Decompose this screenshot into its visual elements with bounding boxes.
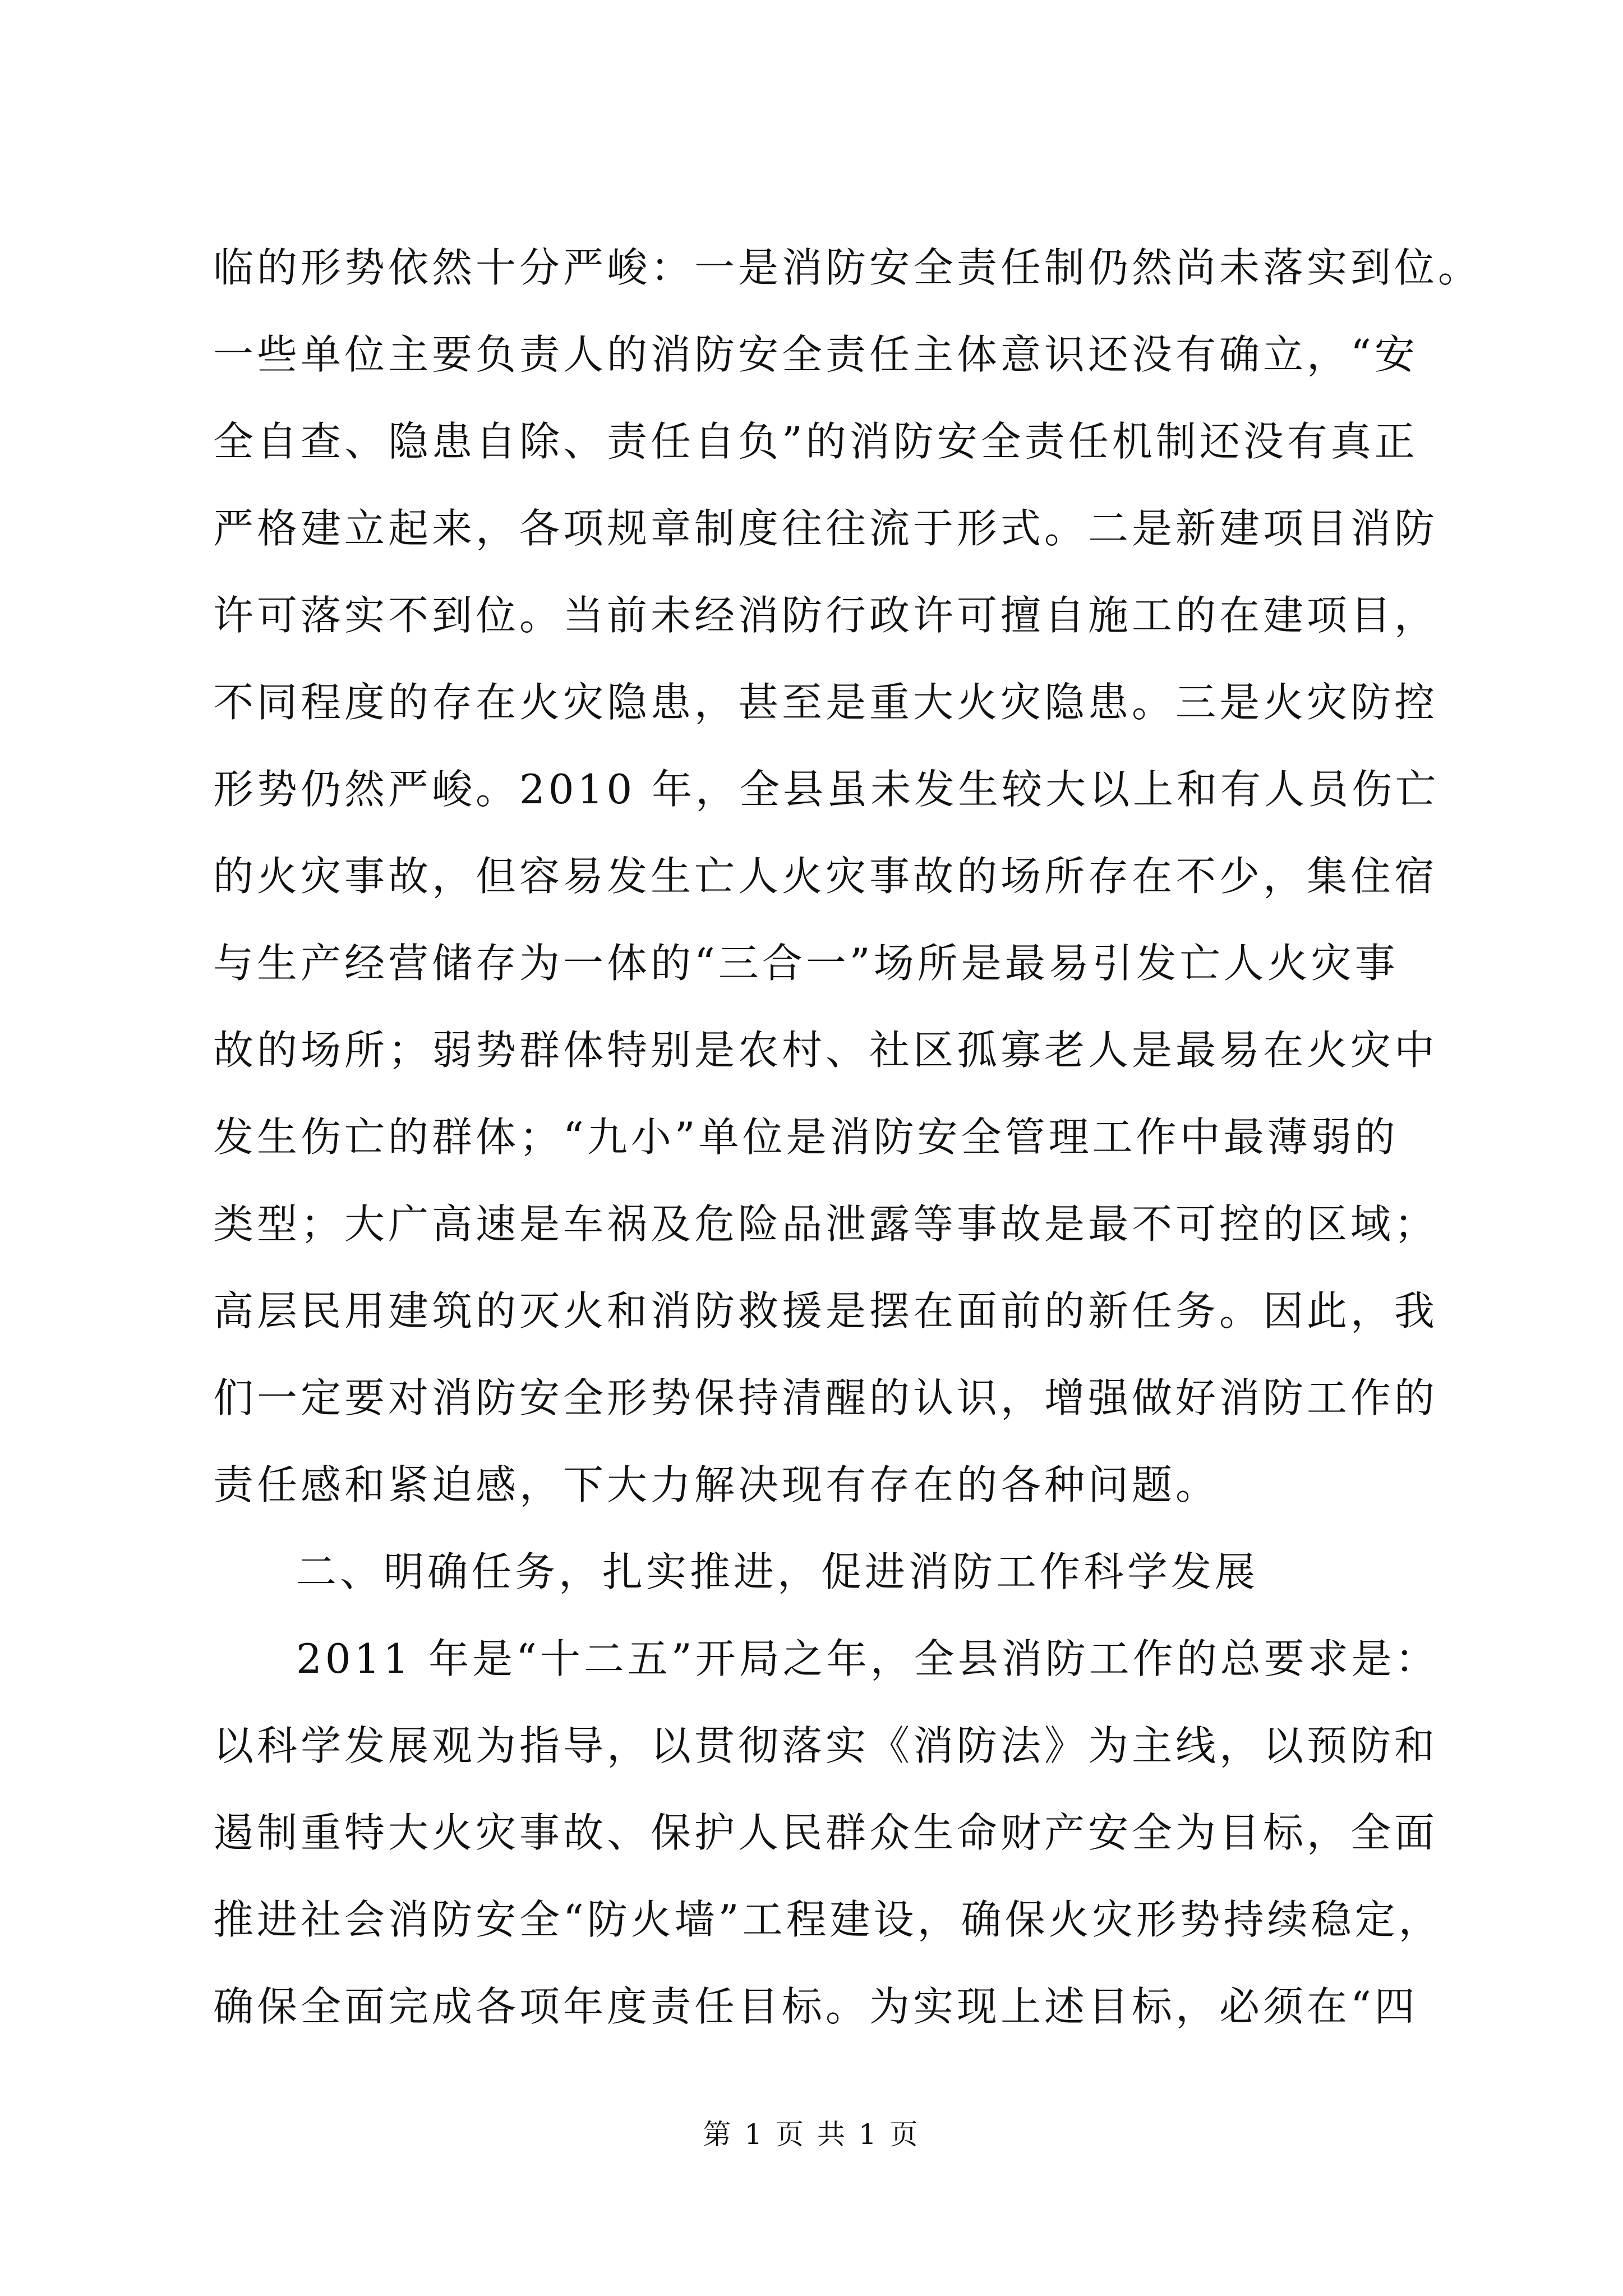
text-line: 与生产经营储存为一体的“三合一”场所是最易引发亡人火灾事 — [213, 940, 1399, 987]
text-line: 故的场所；弱势群体特别是农村、社区孤寡老人是最易在火灾中 — [213, 1027, 1438, 1074]
text-line: 许可落实不到位。当前未经消防行政许可擅自施工的在建项目， — [213, 592, 1438, 639]
text-line: 的火灾事故，但容易发生亡人火灾事故的场所存在不少，集住宿 — [213, 853, 1438, 900]
text-line: 确保全面完成各项年度责任目标。为实现上述目标，必须在“四 — [213, 1983, 1418, 2030]
text-line: 以科学发展观为指导，以贯彻落实《消防法》为主线，以预防和 — [213, 1722, 1438, 1769]
text-line: 们一定要对消防安全形势保持清醒的认识，增强做好消防工作的 — [213, 1374, 1438, 1421]
body-text — [213, 224, 1482, 2050]
section-heading: 二、明确任务，扎实推进，促进消防工作科学发展 — [296, 1548, 1259, 1595]
text-line: 严格建立起来，各项规章制度往往流于形式。二是新建项目消防 — [213, 505, 1438, 552]
text-line: 全自查、隐患自除、责任自负”的消防安全责任机制还没有真正 — [213, 418, 1418, 465]
text-line: 一些单位主要负责人的消防安全责任主体意识还没有确立，“安 — [213, 331, 1418, 378]
text-line: 类型；大广高速是车祸及危险品泄露等事故是最不可控的区域； — [213, 1200, 1438, 1248]
text-line: 推进社会消防安全“防火墙”工程建设，确保火灾形势持续稳定， — [213, 1896, 1442, 1943]
page-footer: 第 1 页 共 1 页 — [703, 2118, 920, 2151]
text-line: 遏制重特大火灾事故、保护人民群众生命财产安全为目标，全面 — [213, 1809, 1438, 1856]
text-line: 形势仍然严峻。2010 年，全县虽未发生较大以上和有人员伤亡 — [213, 766, 1440, 813]
text-line: 高层民用建筑的灭火和消防救援是摆在面前的新任务。因此，我 — [213, 1287, 1438, 1335]
text-line: 发生伤亡的群体；“九小”单位是消防安全管理工作中最薄弱的 — [213, 1114, 1399, 1161]
text-line: 临的形势依然十分严峻：一是消防安全责任制仍然尚未落实到位。 — [213, 244, 1482, 291]
text-line: 责任感和紧迫感，下大力解决现有存在的各种问题。 — [213, 1461, 1220, 1508]
text-line: 不同程度的存在火灾隐患，甚至是重大火灾隐患。三是火灾防控 — [213, 679, 1438, 726]
text-line: 2011 年是“十二五”开局之年，全县消防工作的总要求是： — [296, 1635, 1439, 1682]
